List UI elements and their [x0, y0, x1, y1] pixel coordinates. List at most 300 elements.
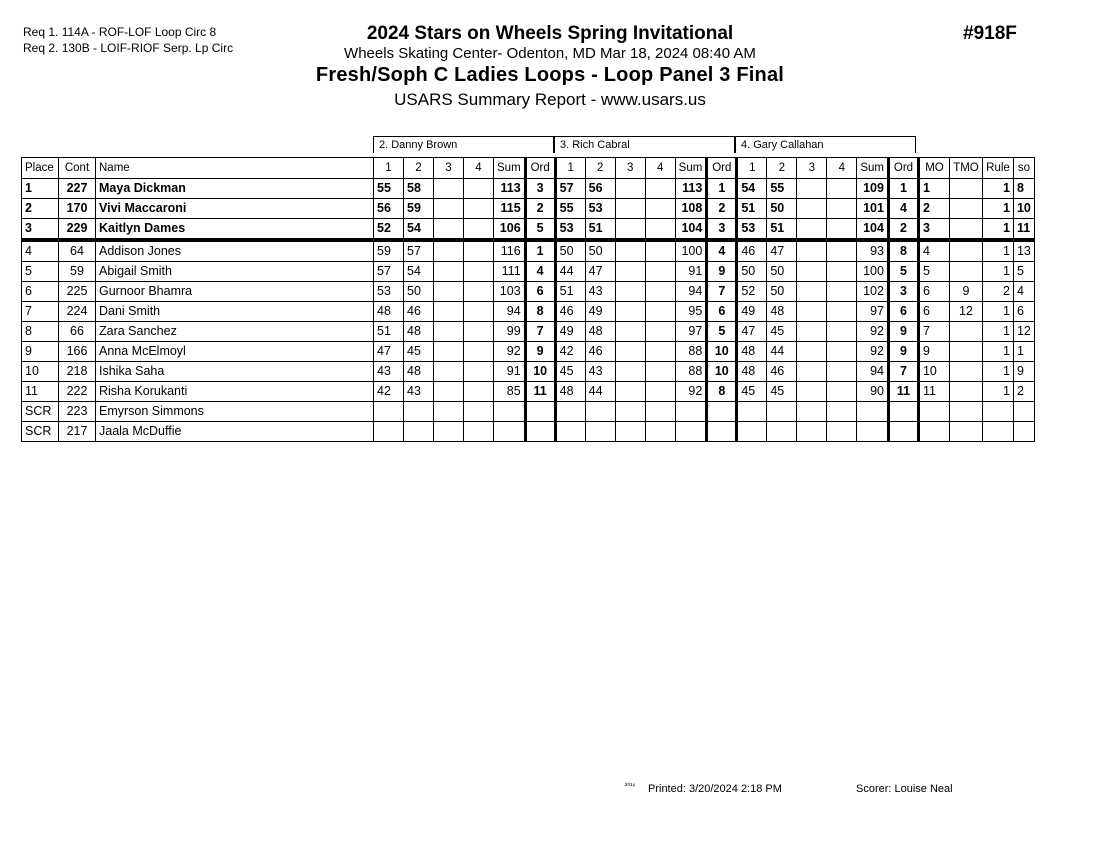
table-cell: [434, 240, 464, 262]
table-cell: [585, 422, 615, 442]
table-cell: 94: [675, 282, 707, 302]
table-cell: 116: [494, 240, 526, 262]
table-cell: 45: [767, 382, 797, 402]
table-cell: 1: [1013, 342, 1034, 362]
table-cell: 2: [982, 282, 1013, 302]
table-cell: 8: [707, 382, 737, 402]
table-cell: 100: [675, 240, 707, 262]
table-cell: [434, 219, 464, 241]
table-cell: [434, 402, 464, 422]
table-cell: 1: [982, 199, 1013, 219]
column-header: Rule: [982, 158, 1013, 179]
table-cell: 48: [737, 342, 767, 362]
table-cell: [797, 342, 827, 362]
table-cell: 51: [374, 322, 404, 342]
table-cell: [797, 199, 827, 219]
column-header: Ord: [525, 158, 555, 179]
table-cell: [645, 402, 675, 422]
table-cell: 10: [707, 342, 737, 362]
table-cell: [555, 422, 585, 442]
table-cell: 44: [555, 262, 585, 282]
results-table: [21, 157, 1035, 442]
table-cell: 7: [707, 282, 737, 302]
table-cell: [615, 422, 645, 442]
table-cell: [615, 342, 645, 362]
table-cell: [827, 342, 857, 362]
table-cell: [615, 282, 645, 302]
column-header: Sum: [494, 158, 526, 179]
table-cell: [434, 282, 464, 302]
table-cell: 10: [707, 362, 737, 382]
table-row: [22, 262, 1035, 282]
table-cell: 46: [767, 362, 797, 382]
table-row: [22, 422, 1035, 442]
table-cell: [464, 179, 494, 199]
table-cell: [888, 402, 918, 422]
table-cell: 94: [494, 302, 526, 322]
table-cell: Risha Korukanti: [96, 382, 374, 402]
table-cell: 101: [857, 199, 889, 219]
table-cell: 109: [857, 179, 889, 199]
column-header: 3: [434, 158, 464, 179]
table-cell: 13: [1013, 240, 1034, 262]
table-cell: 10: [1013, 199, 1034, 219]
table-cell: [434, 302, 464, 322]
table-cell: [434, 342, 464, 362]
table-cell: 85: [494, 382, 526, 402]
table-cell: [615, 402, 645, 422]
table-cell: Emyrson Simmons: [96, 402, 374, 422]
table-cell: 88: [675, 362, 707, 382]
table-cell: [949, 342, 982, 362]
table-cell: 10: [525, 362, 555, 382]
table-cell: [857, 402, 889, 422]
table-cell: [797, 262, 827, 282]
table-cell: 1: [982, 382, 1013, 402]
table-cell: [827, 199, 857, 219]
table-cell: 12: [1013, 322, 1034, 342]
header-row: [22, 158, 1035, 179]
table-cell: Kaitlyn Dames: [96, 219, 374, 241]
table-cell: 45: [555, 362, 585, 382]
table-cell: 50: [767, 262, 797, 282]
table-cell: [1013, 422, 1034, 442]
table-cell: 92: [494, 342, 526, 362]
table-cell: [615, 179, 645, 199]
table-cell: 50: [767, 199, 797, 219]
table-cell: Ishika Saha: [96, 362, 374, 382]
table-cell: Maya Dickman: [96, 179, 374, 199]
table-cell: [827, 302, 857, 322]
table-cell: 66: [59, 322, 96, 342]
table-cell: 47: [585, 262, 615, 282]
table-cell: 46: [585, 342, 615, 362]
table-cell: [464, 362, 494, 382]
table-cell: [797, 402, 827, 422]
table-cell: [797, 362, 827, 382]
table-cell: 1: [982, 302, 1013, 322]
table-cell: [434, 179, 464, 199]
table-cell: 52: [374, 219, 404, 241]
table-cell: 217: [59, 422, 96, 442]
event-code: #918F: [963, 23, 1017, 44]
table-cell: [645, 282, 675, 302]
table-cell: 2: [22, 199, 59, 219]
table-cell: [434, 262, 464, 282]
column-header: 1: [737, 158, 767, 179]
table-cell: [827, 422, 857, 442]
table-cell: 10: [918, 362, 949, 382]
table-cell: 5: [22, 262, 59, 282]
table-cell: 48: [374, 302, 404, 322]
column-header: 1: [555, 158, 585, 179]
table-cell: [827, 240, 857, 262]
table-cell: 4: [888, 199, 918, 219]
table-cell: 4: [1013, 282, 1034, 302]
table-cell: 9: [888, 322, 918, 342]
column-header: Ord: [888, 158, 918, 179]
table-cell: 57: [404, 240, 434, 262]
table-cell: 4: [918, 240, 949, 262]
table-cell: [615, 240, 645, 262]
table-cell: 224: [59, 302, 96, 322]
table-cell: 2: [525, 199, 555, 219]
table-cell: [374, 422, 404, 442]
table-cell: 9: [918, 342, 949, 362]
table-cell: [949, 240, 982, 262]
table-cell: [827, 282, 857, 302]
table-cell: 9: [1013, 362, 1034, 382]
table-cell: 54: [404, 262, 434, 282]
table-cell: [982, 422, 1013, 442]
table-cell: 51: [737, 199, 767, 219]
table-cell: [645, 342, 675, 362]
table-cell: 5: [888, 262, 918, 282]
table-cell: 8: [888, 240, 918, 262]
table-cell: 8: [525, 302, 555, 322]
table-cell: 11: [525, 382, 555, 402]
table-cell: 9: [525, 342, 555, 362]
table-cell: 6: [888, 302, 918, 322]
table-cell: 50: [404, 282, 434, 302]
table-cell: [707, 422, 737, 442]
table-cell: [797, 240, 827, 262]
table-cell: 48: [555, 382, 585, 402]
table-cell: 103: [494, 282, 526, 302]
table-cell: 64: [59, 240, 96, 262]
table-cell: 9: [707, 262, 737, 282]
table-cell: [737, 422, 767, 442]
table-cell: 3: [888, 282, 918, 302]
table-cell: 3: [22, 219, 59, 241]
report-type: USARS Summary Report - www.usars.us: [394, 90, 706, 109]
table-cell: 5: [707, 322, 737, 342]
table-cell: 54: [737, 179, 767, 199]
table-cell: 2: [1013, 382, 1034, 402]
table-cell: 11: [888, 382, 918, 402]
table-cell: [615, 302, 645, 322]
table-cell: 46: [404, 302, 434, 322]
table-cell: 51: [585, 219, 615, 241]
table-cell: 57: [374, 262, 404, 282]
table-cell: 1: [918, 179, 949, 199]
column-header: 3: [797, 158, 827, 179]
table-cell: 53: [585, 199, 615, 219]
table-cell: [464, 302, 494, 322]
table-cell: 8: [1013, 179, 1034, 199]
table-cell: 54: [404, 219, 434, 241]
table-cell: 12: [949, 302, 982, 322]
table-cell: 2: [707, 199, 737, 219]
table-cell: 1: [982, 179, 1013, 199]
requirement-1: Req 1. 114A - ROF-LOF Loop Circ 8: [23, 25, 217, 39]
table-row: [22, 342, 1035, 362]
table-row: [22, 199, 1035, 219]
column-header: 4: [645, 158, 675, 179]
table-cell: 115: [494, 199, 526, 219]
table-cell: [797, 322, 827, 342]
table-cell: 102: [857, 282, 889, 302]
table-cell: 59: [59, 262, 96, 282]
table-cell: 6: [22, 282, 59, 302]
table-cell: 222: [59, 382, 96, 402]
table-cell: [707, 402, 737, 422]
column-header: 2: [404, 158, 434, 179]
table-cell: 58: [404, 179, 434, 199]
table-cell: [949, 362, 982, 382]
table-cell: 1: [525, 240, 555, 262]
column-header: 2: [767, 158, 797, 179]
table-cell: 50: [737, 262, 767, 282]
table-cell: 95: [675, 302, 707, 322]
table-cell: 11: [918, 382, 949, 402]
table-cell: 113: [494, 179, 526, 199]
table-cell: Jaala McDuffie: [96, 422, 374, 442]
table-cell: [464, 262, 494, 282]
table-cell: [827, 362, 857, 382]
table-cell: [645, 179, 675, 199]
table-cell: 53: [737, 219, 767, 241]
table-cell: [857, 422, 889, 442]
table-cell: 1: [982, 322, 1013, 342]
table-cell: 51: [767, 219, 797, 241]
table-cell: [767, 402, 797, 422]
table-cell: 48: [404, 322, 434, 342]
table-cell: 113: [675, 179, 707, 199]
table-cell: 48: [737, 362, 767, 382]
table-cell: [918, 402, 949, 422]
table-cell: 6: [707, 302, 737, 322]
table-cell: [434, 199, 464, 219]
table-cell: [374, 402, 404, 422]
table-cell: [464, 240, 494, 262]
table-cell: 43: [374, 362, 404, 382]
table-row: [22, 179, 1035, 199]
printed-timestamp: Printed: 3/20/2024 2:18 PM: [648, 783, 782, 795]
table-cell: [797, 382, 827, 402]
table-cell: 4: [707, 240, 737, 262]
table-cell: [434, 322, 464, 342]
table-cell: [464, 282, 494, 302]
table-cell: 57: [555, 179, 585, 199]
table-cell: [827, 179, 857, 199]
table-cell: 223: [59, 402, 96, 422]
table-cell: Addison Jones: [96, 240, 374, 262]
table-cell: [888, 422, 918, 442]
table-cell: [464, 382, 494, 402]
scorer-name: Scorer: Louise Neal: [856, 783, 953, 795]
table-cell: [645, 219, 675, 241]
table-cell: [615, 382, 645, 402]
table-cell: 11: [22, 382, 59, 402]
table-cell: 3: [707, 219, 737, 241]
table-cell: 227: [59, 179, 96, 199]
table-cell: [464, 422, 494, 442]
table-cell: Anna McElmoyl: [96, 342, 374, 362]
table-cell: 92: [857, 342, 889, 362]
table-cell: 43: [585, 362, 615, 382]
table-cell: [949, 179, 982, 199]
table-cell: [615, 219, 645, 241]
column-header: 2: [585, 158, 615, 179]
table-cell: 5: [918, 262, 949, 282]
table-cell: [464, 219, 494, 241]
table-cell: 47: [374, 342, 404, 362]
table-row: [22, 240, 1035, 262]
table-cell: [949, 422, 982, 442]
table-cell: 49: [555, 322, 585, 342]
table-cell: [949, 322, 982, 342]
table-cell: 6: [918, 302, 949, 322]
table-row: [22, 322, 1035, 342]
table-cell: 50: [767, 282, 797, 302]
table-row: [22, 302, 1035, 322]
table-cell: 104: [857, 219, 889, 241]
column-header: 3: [615, 158, 645, 179]
table-cell: 97: [675, 322, 707, 342]
table-cell: 46: [555, 302, 585, 322]
table-cell: 225: [59, 282, 96, 302]
table-cell: [797, 282, 827, 302]
table-cell: 47: [767, 240, 797, 262]
table-cell: 6: [1013, 302, 1034, 322]
table-cell: 9: [888, 342, 918, 362]
requirement-2: Req 2. 130B - LOIF-RIOF Serp. Lp Circ: [23, 41, 234, 55]
table-cell: 88: [675, 342, 707, 362]
table-cell: 55: [767, 179, 797, 199]
table-cell: 92: [675, 382, 707, 402]
table-cell: 43: [585, 282, 615, 302]
table-cell: [675, 422, 707, 442]
table-cell: [645, 302, 675, 322]
table-cell: 51: [555, 282, 585, 302]
table-cell: [827, 262, 857, 282]
table-cell: [645, 322, 675, 342]
table-cell: [918, 422, 949, 442]
table-cell: 43: [404, 382, 434, 402]
table-cell: 46: [737, 240, 767, 262]
table-cell: [645, 362, 675, 382]
table-cell: 1: [888, 179, 918, 199]
table-cell: 1: [982, 362, 1013, 382]
table-cell: [555, 402, 585, 422]
table-cell: 1: [22, 179, 59, 199]
table-cell: 1: [707, 179, 737, 199]
table-cell: Zara Sanchez: [96, 322, 374, 342]
table-cell: 49: [585, 302, 615, 322]
table-cell: [615, 322, 645, 342]
table-cell: Gurnoor Bhamra: [96, 282, 374, 302]
table-cell: [827, 322, 857, 342]
table-cell: 50: [585, 240, 615, 262]
table-cell: 9: [22, 342, 59, 362]
table-cell: 6: [918, 282, 949, 302]
judge-header-1: 2. Danny Brown: [373, 136, 554, 153]
table-cell: 2: [918, 199, 949, 219]
table-cell: 7: [22, 302, 59, 322]
table-cell: 91: [494, 362, 526, 382]
table-cell: 47: [737, 322, 767, 342]
table-cell: 8: [22, 322, 59, 342]
table-cell: 104: [675, 219, 707, 241]
table-row: [22, 282, 1035, 302]
table-cell: [797, 422, 827, 442]
report-subtitle: Wheels Skating Center- Odenton, MD Mar 18, 2024 08:40 AM: [344, 45, 756, 62]
table-cell: [797, 219, 827, 241]
column-header: Name: [96, 158, 374, 179]
table-cell: 6: [525, 282, 555, 302]
column-header: 1: [374, 158, 404, 179]
column-header: MO: [918, 158, 949, 179]
column-header: so: [1013, 158, 1034, 179]
column-header: 4: [464, 158, 494, 179]
table-cell: 100: [857, 262, 889, 282]
table-cell: 1: [982, 219, 1013, 241]
table-cell: 59: [374, 240, 404, 262]
table-cell: 111: [494, 262, 526, 282]
table-cell: 48: [585, 322, 615, 342]
table-cell: [645, 422, 675, 442]
table-cell: [404, 422, 434, 442]
table-cell: [464, 342, 494, 362]
table-cell: 93: [857, 240, 889, 262]
table-cell: [525, 402, 555, 422]
table-cell: [949, 382, 982, 402]
table-cell: [949, 402, 982, 422]
table-cell: 2: [888, 219, 918, 241]
table-cell: 45: [404, 342, 434, 362]
table-cell: 44: [767, 342, 797, 362]
table-cell: 7: [918, 322, 949, 342]
table-cell: SCR: [22, 422, 59, 442]
table-cell: [434, 382, 464, 402]
table-cell: [645, 382, 675, 402]
table-cell: 55: [374, 179, 404, 199]
table-cell: 45: [737, 382, 767, 402]
table-cell: [645, 262, 675, 282]
table-cell: 3: [918, 219, 949, 241]
table-cell: [464, 402, 494, 422]
table-cell: 42: [555, 342, 585, 362]
table-cell: [949, 262, 982, 282]
table-cell: 56: [374, 199, 404, 219]
table-cell: 49: [737, 302, 767, 322]
table-cell: 106: [494, 219, 526, 241]
table-cell: 94: [857, 362, 889, 382]
table-cell: [827, 402, 857, 422]
table-row: [22, 362, 1035, 382]
table-cell: 50: [555, 240, 585, 262]
